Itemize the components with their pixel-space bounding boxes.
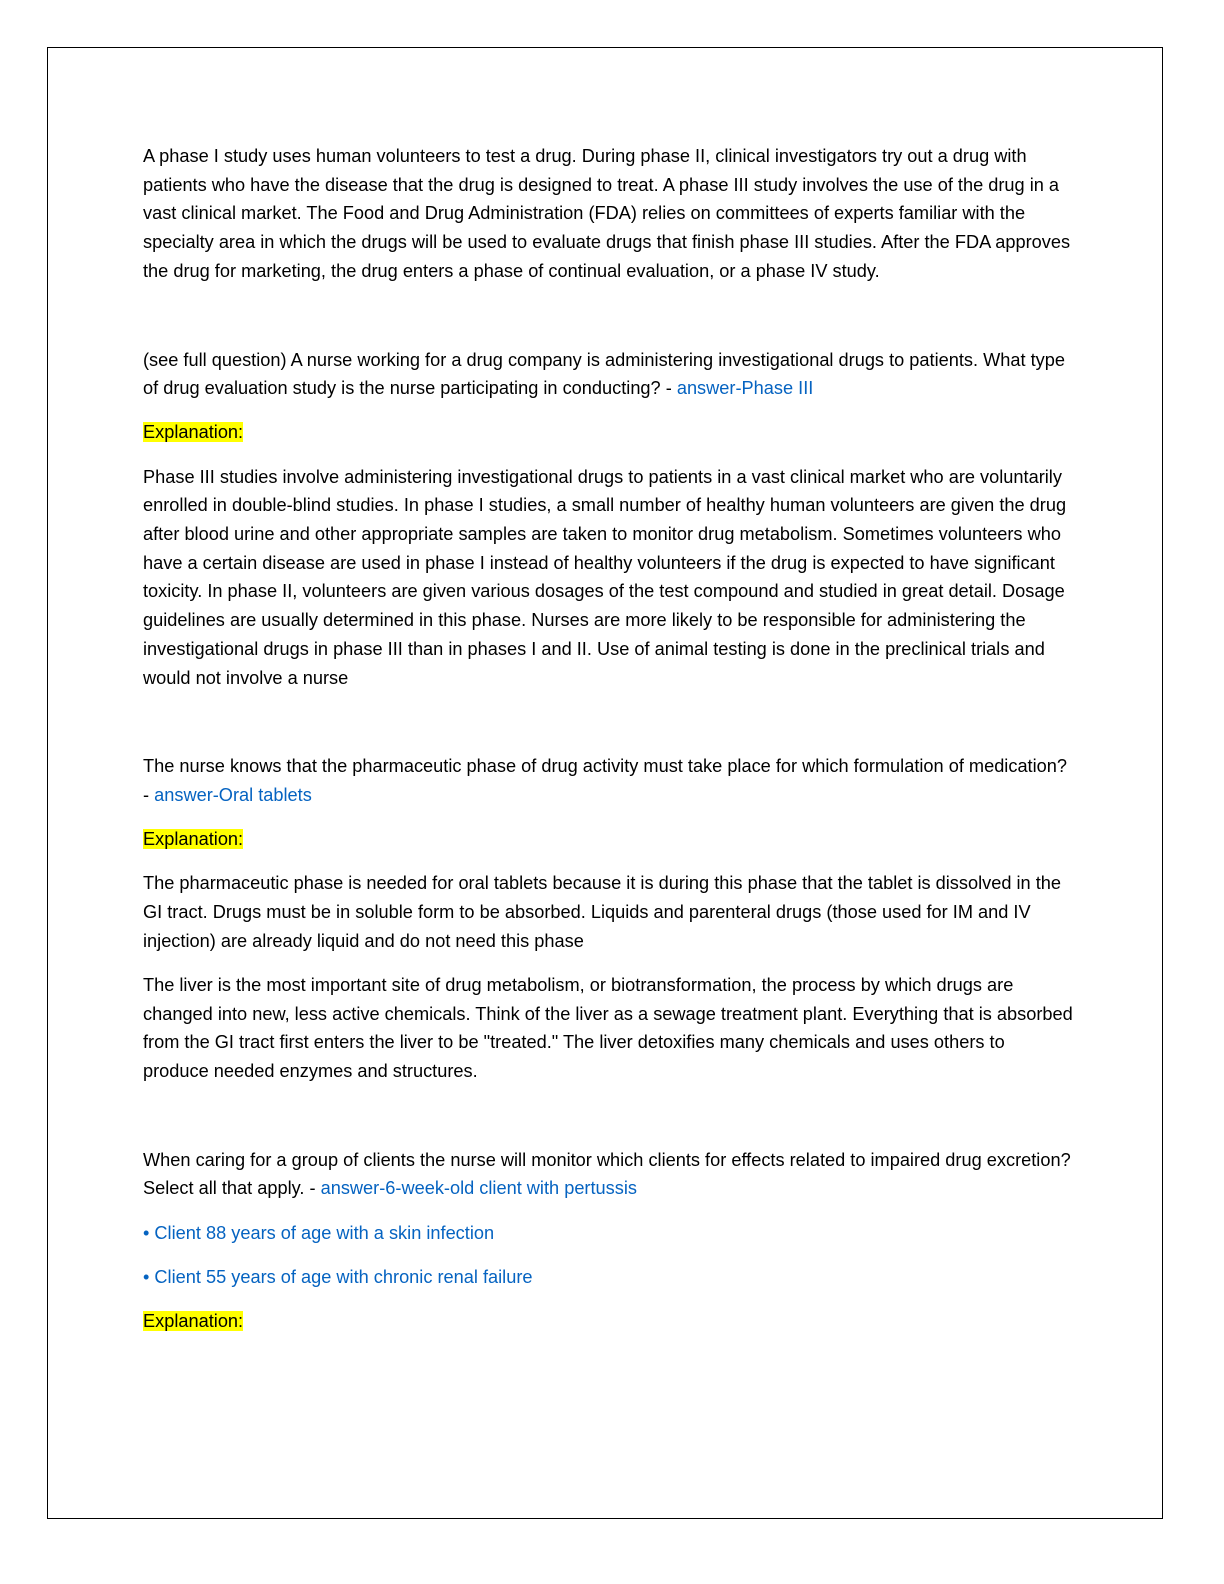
explanation-label: Explanation:	[143, 422, 244, 443]
explanation-1-label-line	[143, 418, 1073, 447]
question-1-answer: answer-Phase III	[676, 378, 814, 399]
explanation-label: Explanation:	[143, 1311, 244, 1332]
explanation-3-label-line	[143, 1307, 1073, 1336]
question-2	[143, 752, 1073, 809]
explanation-2-label-line	[143, 825, 1073, 854]
answer-bullet-2: • Client 55 years of age with chronic renal failure	[143, 1266, 533, 1287]
spacer	[143, 1086, 1073, 1146]
question-3	[143, 1146, 1073, 1203]
question-3-answer: answer-6-week-old client with pertussis	[320, 1178, 637, 1199]
explanation-2-text: The pharmaceutic phase is needed for oral tablets because it is during this phase that the tablet is dissolved in the GI tract. Drugs must be in soluble form to be absorbed. Liquids and parenteral drugs (those used for IM and IV injection) are already liquid and do not need this phase	[143, 873, 1062, 951]
document-content	[143, 142, 1073, 1336]
question-2-answer: answer-Oral tablets	[154, 784, 312, 805]
question-3-text: When caring for a group of clients the nurse will monitor which clients for effects related to impaired drug excretion? Select all that apply. -	[143, 1149, 1071, 1199]
question-1-text: (see full question) A nurse working for a drug company is administering investigational drugs to patients. What type of drug evaluation study is the nurse participating in conducting? -	[143, 349, 1065, 399]
answer-bullet-1: • Client 88 years of age with a skin infection	[143, 1222, 495, 1243]
explanation-label: Explanation:	[143, 829, 244, 850]
question-1	[143, 346, 1073, 403]
liver-paragraph: The liver is the most important site of drug metabolism, or biotransformation, the process by which drugs are changed into new, less active chemicals. Think of the liver as a sewage treatment plant. Everything that is absorbed from the GI tract first enters the liver to be "treated." The liver detoxifies many chemicals and uses others to produce needed enzymes and structures.	[143, 974, 1073, 1082]
intro-paragraph: A phase I study uses human volunteers to test a drug. During phase II, clinical investigators try out a drug with patients who have the disease that the drug is designed to treat. A phase III study involves the use of the drug in a vast clinical market. The Food and Drug Administration (FDA) relies on committees of experts familiar with the specialty area in which the drugs will be used to evaluate drugs that finish phase III studies. After the FDA approves the drug for marketing, the drug enters a phase of continual evaluation, or a phase IV study.	[143, 146, 1071, 281]
question-2-text: The nurse knows that the pharmaceutic phase of drug activity must take place for which formulation of medication? -	[143, 756, 1067, 805]
explanation-1-text: Phase III studies involve administering investigational drugs to patients in a vast clinical market who are voluntarily enrolled in double-blind studies. In phase I studies, a small number of healthy human volunteers are given the drug after blood urine and other appropriate samples are taken to monitor drug metabolism. Sometimes volunteers who have a certain disease are used in phase I instead of healthy volunteers if the drug is expected to have significant toxicity. In phase II, volunteers are given various dosages of the test compound and studied in great detail. Dosage guidelines are usually determined in this phase. Nurses are more likely to be responsible for administering the investigational drugs in phase III than in phases I and II. Use of animal testing is done in the preclinical trials and would not involve a nurse	[143, 466, 1067, 688]
spacer	[143, 286, 1073, 346]
spacer	[143, 692, 1073, 752]
